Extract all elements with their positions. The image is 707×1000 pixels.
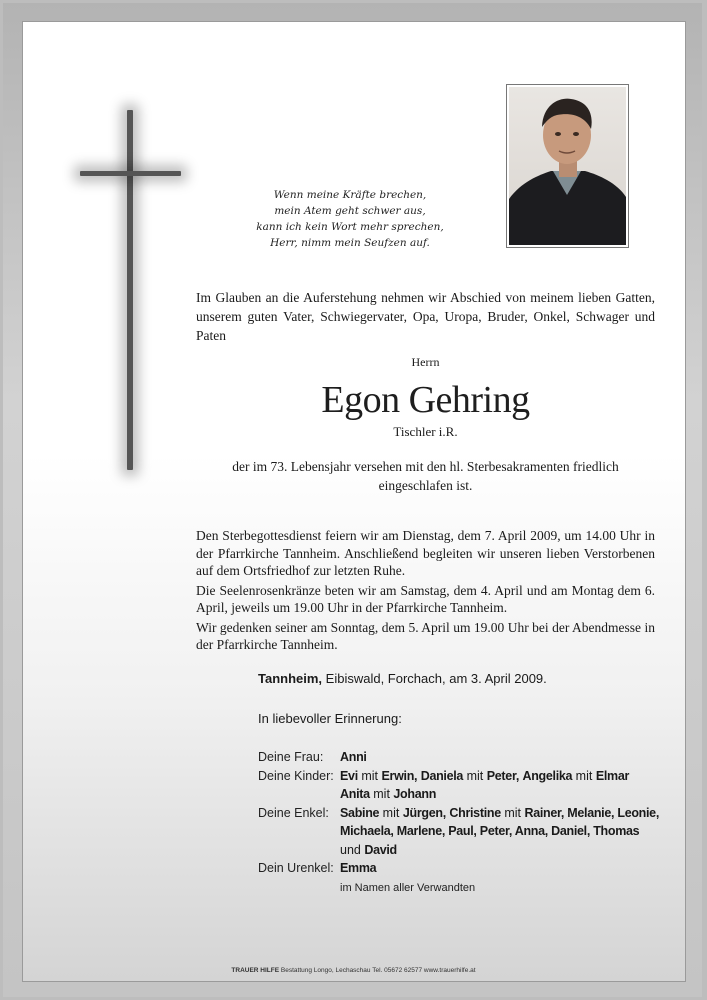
family-connector: mit	[466, 768, 484, 783]
intro-text: Im Glauben an die Auferstehung nehmen wir Abschied von meinem lieben Gatten, unserem guten Vater, Schwiegervater, Opa, Uropa, Bruder, Onkel, Schwager und Paten	[196, 290, 655, 343]
relatives-note: im Namen aller Verwandten	[340, 882, 476, 894]
portrait-photo-frame	[506, 84, 629, 248]
family-name: Sabine	[340, 805, 380, 820]
family-row-great-grandchild	[258, 859, 678, 878]
family-connector: mit	[504, 805, 522, 820]
family-row-grandchildren	[258, 804, 678, 860]
deceased-name: Egon Gehring	[321, 379, 530, 421]
place-date	[258, 670, 658, 688]
cross-icon-bar	[80, 171, 181, 176]
family-name: Anita	[340, 787, 370, 801]
family-list	[258, 748, 678, 878]
footer	[0, 967, 707, 974]
family-name: David	[364, 842, 397, 857]
family-name: Johann	[393, 787, 437, 801]
family-label: Dein Urenkel:	[258, 861, 334, 875]
remembrance-heading: In liebevoller Erinnerung:	[258, 711, 402, 726]
footer-text: Bestattung Longo, Lechaschau Tel. 05672 62577 www.trauerhilfe.at	[279, 967, 476, 974]
family-name: Evi	[340, 768, 358, 783]
family-name: Erwin,	[381, 768, 418, 783]
place-date-rest: Eibiswald, Forchach, am 3. April 2009.	[322, 671, 547, 686]
family-connector: mit	[373, 787, 390, 801]
family-connector: mit	[382, 805, 400, 820]
family-row-children	[258, 767, 678, 804]
footer-brand: TRAUER HILFE	[231, 967, 280, 974]
family-name: Angelika	[522, 768, 573, 783]
service-details	[196, 527, 655, 656]
rosary-paragraph: Die Seelenrosenkränze beten wir am Samstag, dem 4. April und am Montag dem 6. April, jeweils um 19.00 Uhr in der Pfarrkirche Tannheim.	[196, 582, 655, 615]
cross-icon	[127, 110, 133, 470]
service-paragraph: Den Sterbegottesdienst feiern wir am Dienstag, dem 7. April 2009, um 14.00 Uhr in der Pfarrkirche Tannheim. Anschließend begleiten wir unseren lieben Verstorbenen auf dem Ortsfriedhof zur letzten Ruhe.	[196, 528, 655, 578]
family-name: Michaela, Marlene, Paul, Peter, Anna, Daniel, Thomas	[340, 824, 640, 838]
place-name: Tannheim,	[258, 671, 323, 686]
family-connector: mit	[575, 768, 593, 783]
family-name: Anni	[340, 750, 367, 764]
family-name: Elmar	[595, 768, 630, 783]
poem-line: mein Atem geht schwer aus,	[274, 205, 426, 217]
family-row-wife	[258, 748, 678, 767]
family-name: Peter,	[486, 768, 519, 783]
family-connector: und	[340, 842, 361, 857]
poem-line: Wenn meine Kräfte brechen,	[273, 189, 427, 201]
family-name: Christine	[449, 805, 501, 820]
family-name: Daniela	[420, 768, 464, 783]
poem-line: Herr, nimm mein Seufzen auf.	[270, 237, 430, 249]
portrait-photo	[509, 87, 626, 245]
portrait-silhouette	[509, 87, 626, 245]
mass-paragraph: Wir gedenken seiner am Sonntag, dem 5. April um 19.00 Uhr bei der Abendmesse in der Pfarrkirche Tannheim.	[196, 619, 655, 652]
family-name: Rainer, Melanie, Leonie,	[524, 805, 660, 820]
family-name: Jürgen,	[402, 805, 446, 820]
passing-text: der im 73. Lebensjahr versehen mit den hl. Sterbesakramenten friedlich eingeschlafen ist.	[232, 459, 619, 493]
family-label: Deine Enkel:	[258, 805, 329, 820]
family-connector: mit	[361, 768, 379, 783]
family-label: Deine Kinder:	[258, 768, 334, 783]
poem	[250, 187, 450, 251]
poem-line: kann ich kein Wort mehr sprechen,	[256, 221, 444, 233]
family-label: Deine Frau:	[258, 750, 324, 764]
salutation: Herrn	[411, 355, 440, 369]
deceased-title: Tischler i.R.	[393, 424, 458, 439]
family-name: Emma	[340, 861, 377, 875]
